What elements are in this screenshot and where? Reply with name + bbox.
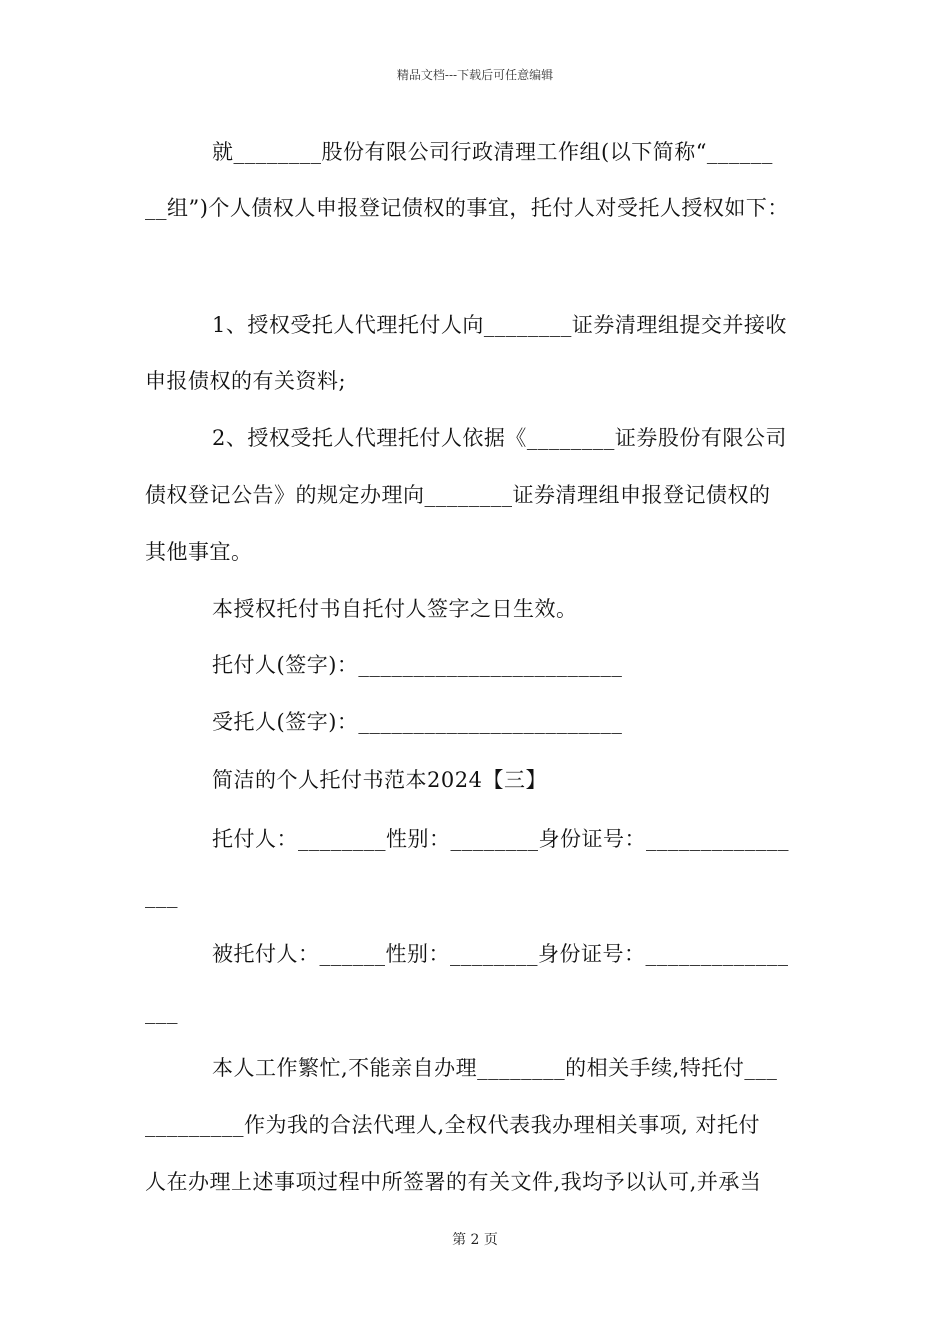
page-header: 精品文档---下载后可任意编辑: [396, 68, 554, 82]
section-title: 简洁的个人托付书范本2024【三】: [212, 768, 547, 792]
agent-info-line: 被托付人：______性别：________身份证号：_____________: [212, 942, 789, 966]
signature-line-agent: 受托人(签字)：________________________: [212, 710, 623, 734]
paragraph-line-17: _________作为我的合法代理人,全权代表我办理相关事项, 对托付: [145, 1113, 761, 1137]
paragraph-line-5: 2、授权受托人代理托付人依据《________证券股份有限公司: [212, 426, 787, 450]
paragraph-line-3: 1、授权受托人代理托付人向________证券清理组提交并接收: [212, 313, 787, 337]
paragraph-line-18: 人在办理上述事项过程中所签署的有关文件,我均予以认可,并承当: [145, 1170, 762, 1194]
paragraph-line-6: 债权登记公告》的规定办理向________证券清理组申报登记债权的: [145, 483, 771, 507]
paragraph-line-2: __组”)个人债权人申报登记债权的事宜，托付人对受托人授权如下：: [145, 196, 789, 220]
principal-info-continuation: ___: [145, 884, 178, 908]
paragraph-line-4: 申报债权的有关资料;: [145, 369, 347, 393]
signature-line-principal: 托付人(签字)：________________________: [212, 653, 623, 677]
paragraph-line-1: 就________股份有限公司行政清理工作组(以下简称“______: [212, 140, 773, 164]
paragraph-line-16: 本人工作繁忙,不能亲自办理________的相关手续,特托付___: [212, 1056, 778, 1080]
paragraph-line-8: 本授权托付书自托付人签字之日生效。: [212, 597, 578, 621]
agent-info-continuation: ___: [145, 1000, 178, 1024]
page-number: 第 2 页: [452, 1232, 498, 1248]
paragraph-line-7: 其他事宜。: [145, 540, 253, 564]
principal-info-line: 托付人：________性别：________身份证号：_____________: [212, 827, 789, 851]
